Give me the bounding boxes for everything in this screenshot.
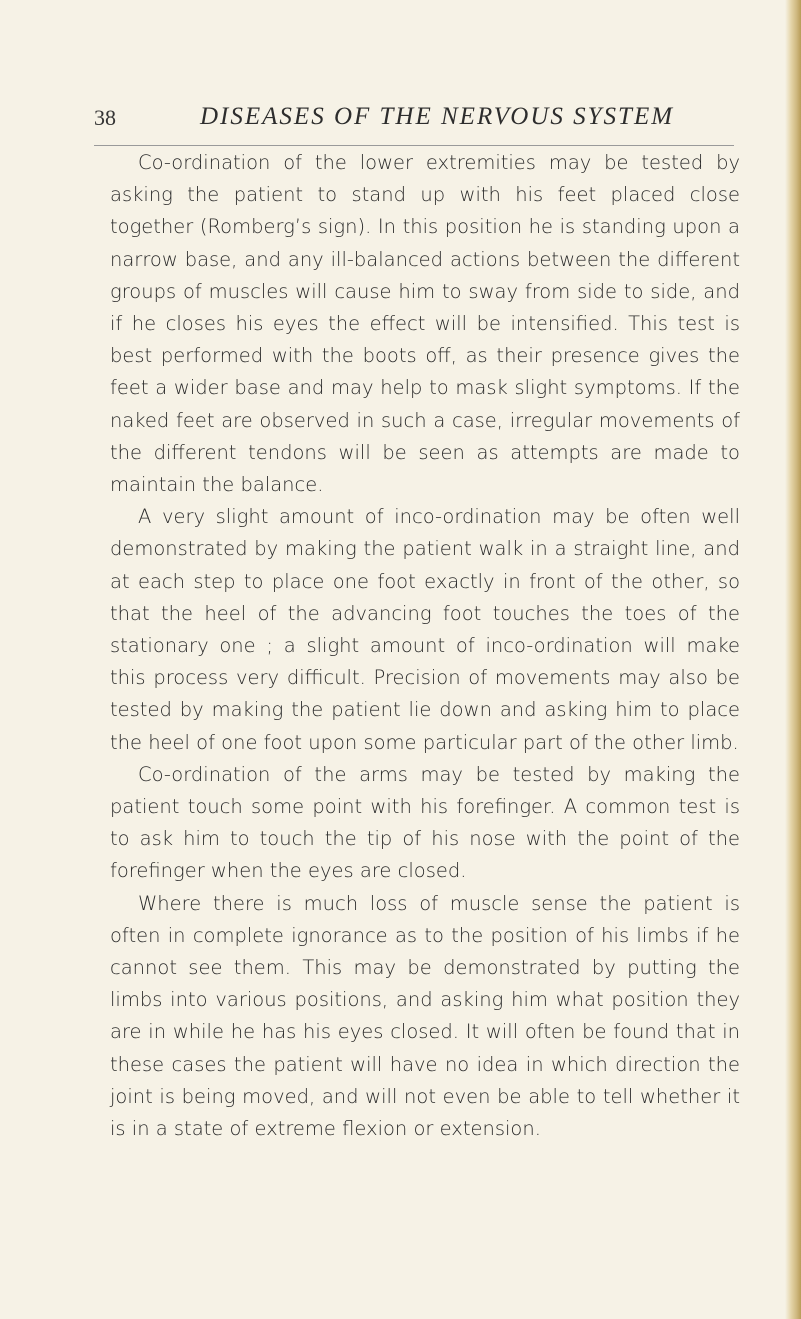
- page-edge-shadow: [785, 0, 801, 1319]
- paragraph-romberg: Co-ordination of the lower extremities may be tested by asking the patient to stand up with his feet placed close together (Romberg’s sign). In this position he is standing upon a narrow base, and any ill-balanced actions between the different groups of muscles will cause him to sway from side to side, and if he closes his eyes the effect will be intensified. This test is best performed with the boots off, as their presence gives the feet a wider base and may help to mask slight symptoms. If the naked feet are observed in such a case, irregular movements of the different tendons will be seen as attempts are made to maintain the balance.: [110, 151, 740, 497]
- paragraph-arm-coordination: Co-ordination of the arms may be tested by making the patient touch some point with his forefinger. A common test is to ask him to touch the tip of his nose with the point of the forefinger when the eyes are closed.: [110, 762, 740, 883]
- body-text: [110, 147, 740, 1145]
- paragraph-muscle-sense: Where there is much loss of muscle sense the patient is often in complete ignorance as to the position of his limbs if he cannot see them. This may be demonstrated by putting the limbs into various positions, and asking him what position they are in while he has his eyes closed. It will often be found that in these cases the patient will have no idea in which direction the joint is being moved, and will not even be able to tell whether it is in a state of extreme flexion or extension.: [110, 891, 740, 1141]
- paragraph-straight-line-walk: A very slight amount of inco-ordination may be often well demonstrated by making the patient walk in a straight line, and at each step to place one foot exactly in front of the other, so that the heel of the advancing foot touches the toes of the stationary one ; a slight amount of inco-ordination will make this process very difficult. Precision of movements may also be tested by making the patient lie down and asking him to place the heel of one foot upon some particular part of the other limb.: [110, 505, 740, 754]
- page-number: 38: [94, 105, 116, 130]
- running-head: DISEASES OF THE NERVOUS SYSTEM: [200, 103, 675, 130]
- page-header: [94, 101, 734, 146]
